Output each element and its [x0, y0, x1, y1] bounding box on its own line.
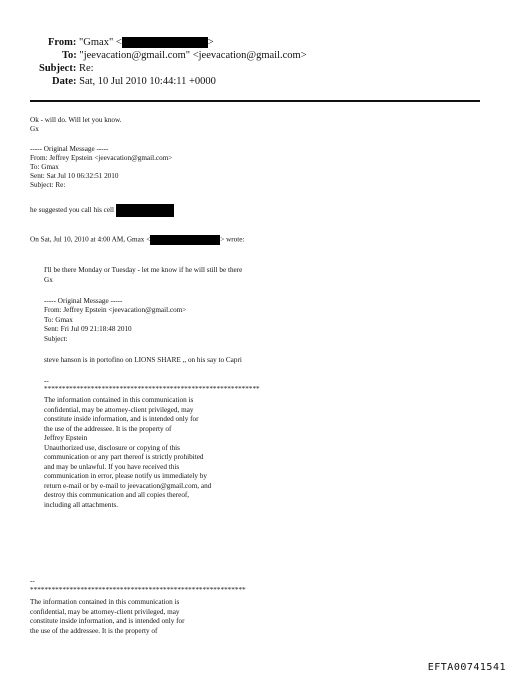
orig1-separator: ----- Original Message ----- — [30, 145, 109, 153]
orig2-to: To: Gmax — [44, 316, 73, 324]
to-label: To: — [62, 50, 77, 61]
quote-intro — [30, 235, 244, 245]
orig1-subject: Subject: Re: — [30, 181, 66, 189]
subject-value: Re: — [78, 63, 94, 74]
disclaimer2-stars: ************************************************************ — [30, 586, 246, 594]
reply2-line2: Gx — [44, 276, 53, 284]
from-label: From: — [48, 37, 77, 48]
subject-row — [39, 62, 94, 75]
reply1-line2: Gx — [30, 125, 39, 133]
disclaimer1-text: The information contained in this communication is confidential, may be attorney-client privileged, may constitute inside information, and is intended only for the use of the addressee. It is the property of Jeffrey Epstein Unauthorized use, disclosure or copying of this communication or any part thereof is strictly prohibited and may be unlawful. If you have received this communication in error, please notify us immediately by return e-mail or by e-mail to jeevacation@gmail.com, and destroy this communication and all copies thereof, including all attachments. — [44, 396, 212, 509]
date-value: Sat, 10 Jul 2010 10:44:11 +0000 — [79, 76, 216, 87]
orig1-to: To: Gmax — [30, 163, 59, 171]
to-row — [62, 49, 307, 62]
orig2-subject: Subject: — [44, 335, 68, 343]
disclaimer2-text: The information contained in this communication is confidential, may be attorney-client privileged, may constitute inside information, and is intended only for the use of the addressee. It is the property of — [30, 598, 185, 635]
orig1-from: From: Jeffrey Epstein <jeevacation@gmail.com> — [30, 154, 173, 162]
date-label: Date: — [52, 76, 77, 87]
from-value: "Gmax" < — [79, 37, 122, 48]
redaction-box — [116, 204, 174, 217]
redaction-box — [122, 37, 208, 48]
orig1-body — [30, 204, 174, 217]
reply1-line1: Ok - will do. Will let you know. — [30, 116, 122, 124]
orig2-sent: Sent: Fri Jul 09 21:18:48 2010 — [44, 325, 132, 333]
from-row — [48, 36, 214, 49]
disclaimer1-stars: ************************************************************ — [44, 385, 260, 393]
document-id: EFTA00741541 — [427, 662, 506, 673]
from-suffix: > — [207, 37, 214, 48]
date-row — [52, 75, 216, 88]
to-value: "jeevacation@gmail.com" <jeevacation@gmail.com> — [79, 50, 307, 61]
orig1-body-text: he suggested you call his cell — [30, 206, 115, 215]
orig2-separator: ----- Original Message ----- — [44, 297, 123, 305]
orig2-from: From: Jeffrey Epstein <jeevacation@gmail.com> — [44, 306, 187, 314]
orig1-sent: Sent: Sat Jul 10 06:32:51 2010 — [30, 172, 119, 180]
quote-intro-suffix: > wrote: — [220, 235, 245, 244]
reply2-line1: I'll be there Monday or Tuesday - let me know if he will still be there — [44, 266, 243, 274]
disclaimer2-dashes: -- — [30, 577, 35, 585]
header-divider — [30, 100, 480, 102]
orig2-body: steve hanson is in portofino on LIONS SHARE ,, on his say to Capri — [44, 356, 242, 364]
redaction-box — [150, 235, 220, 245]
disclaimer1-dashes: -- — [44, 377, 49, 385]
subject-label: Subject: — [39, 63, 77, 74]
quote-intro-prefix: On Sat, Jul 10, 2010 at 4:00 AM, Gmax < — [30, 235, 151, 244]
